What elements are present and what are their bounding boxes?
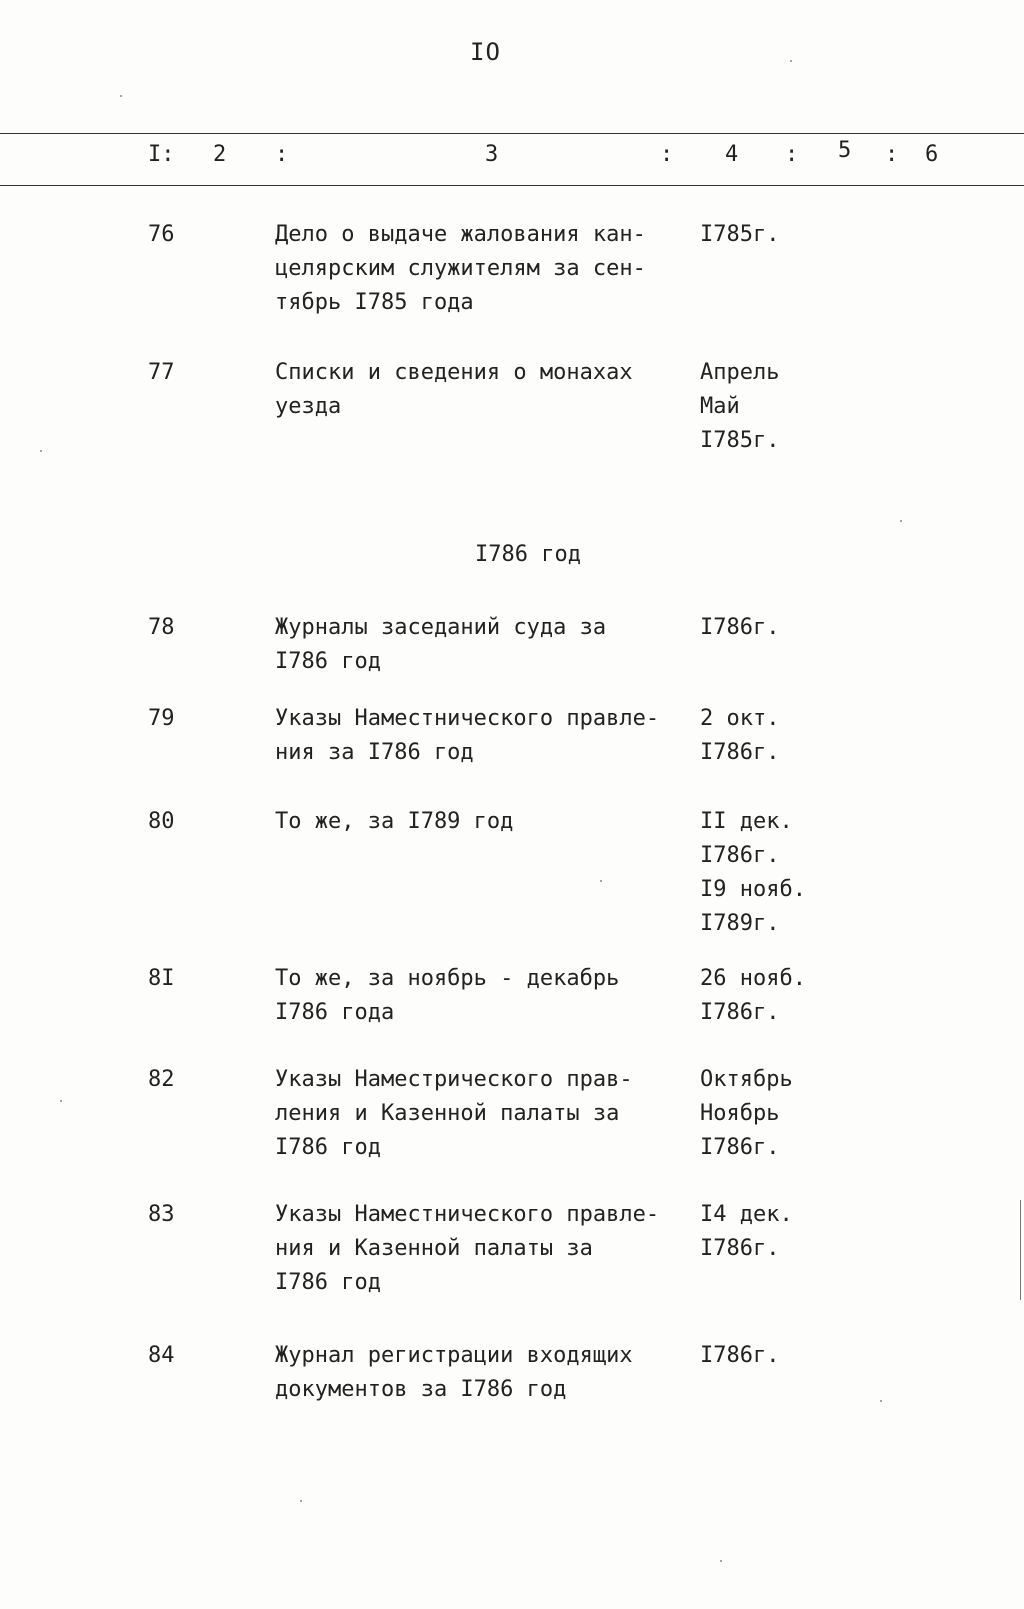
- description-line: Журнал регистрации входящих: [275, 1343, 633, 1368]
- date-line: 2 окт.: [700, 706, 780, 731]
- entry-number: 82: [148, 1067, 175, 1092]
- margin-mark: [1020, 1200, 1021, 1300]
- entry-date: [700, 1198, 793, 1266]
- date-line: 26 нояб.: [700, 966, 806, 991]
- description-line: I786 год: [275, 649, 381, 674]
- description-line: Указы Наместнического правле-: [275, 706, 660, 731]
- header-col-2: 2: [213, 142, 227, 167]
- entry-description: [275, 218, 685, 320]
- description-line: ления и Казенной палаты за: [275, 1101, 620, 1126]
- scan-speck: [790, 60, 792, 62]
- scan-speck: [720, 1560, 722, 1562]
- date-line: Апрель: [700, 360, 780, 385]
- date-line: I786г.: [700, 740, 780, 765]
- date-line: I785г.: [700, 222, 780, 247]
- date-line: Май: [700, 394, 740, 419]
- date-line: I786г.: [700, 615, 780, 640]
- header-separator-3: :: [785, 142, 799, 167]
- description-line: Списки и сведения о монахах: [275, 360, 633, 385]
- description-line: I786 год: [275, 1135, 381, 1160]
- entry-description: [275, 1198, 685, 1300]
- description-line: Дело о выдаче жалования кан-: [275, 222, 646, 247]
- date-line: Октябрь: [700, 1067, 793, 1092]
- date-line: Ноябрь: [700, 1101, 780, 1126]
- entry-description: [275, 805, 685, 839]
- date-line: I4 дек.: [700, 1202, 793, 1227]
- description-line: тябрь I785 года: [275, 290, 474, 315]
- description-line: То же, за I789 год: [275, 809, 514, 834]
- entry-number: 79: [148, 706, 175, 731]
- description-line: Указы Наместрического прав-: [275, 1067, 633, 1092]
- date-line: I786г.: [700, 1236, 780, 1261]
- entry-description: [275, 356, 685, 424]
- entry-date: [700, 1063, 793, 1165]
- entry-number: 78: [148, 615, 175, 640]
- description-line: То же, за ноябрь - декабрь: [275, 966, 620, 991]
- entry-number: 83: [148, 1202, 175, 1227]
- scan-speck: [120, 95, 122, 97]
- header-col-6: 6: [925, 142, 939, 167]
- date-line: II дек.: [700, 809, 793, 834]
- header-col-4: 4: [725, 142, 739, 167]
- entry-date: [700, 611, 779, 645]
- date-line: I789г.: [700, 911, 780, 936]
- description-line: I786 года: [275, 1000, 395, 1025]
- entry-number: 77: [148, 360, 175, 385]
- entry-date: [700, 702, 779, 770]
- entry-number: 80: [148, 809, 175, 834]
- description-line: уезда: [275, 394, 342, 419]
- entry-date: [700, 805, 806, 941]
- scan-speck: [40, 450, 42, 452]
- scan-speck: [60, 1100, 62, 1102]
- header-col-5: 5: [838, 138, 852, 163]
- entry-description: [275, 962, 685, 1030]
- entry-date: [700, 1339, 779, 1373]
- header-col-1: I:: [148, 142, 175, 167]
- date-line: I786г.: [700, 843, 780, 868]
- description-line: I786 год: [275, 1270, 381, 1295]
- header-separator-4: :: [885, 142, 899, 167]
- entry-date: [700, 356, 779, 458]
- entry-description: [275, 1063, 685, 1165]
- description-line: Указы Наместнического правле-: [275, 1202, 660, 1227]
- date-line: I786г.: [700, 1343, 780, 1368]
- entry-description: [275, 702, 685, 770]
- description-line: целярским служителям за сен-: [275, 256, 646, 281]
- scan-speck: [300, 1500, 302, 1502]
- entry-description: [275, 611, 685, 679]
- date-line: I9 нояб.: [700, 877, 806, 902]
- scan-speck: [900, 520, 902, 522]
- entry-number: 84: [148, 1343, 175, 1368]
- header-top-rule: [0, 133, 1024, 134]
- header-separator-2: :: [660, 142, 674, 167]
- description-line: ния за I786 год: [275, 740, 474, 765]
- description-line: документов за I786 год: [275, 1377, 567, 1402]
- header-col-3: 3: [485, 142, 499, 167]
- date-line: I786г.: [700, 1135, 780, 1160]
- entry-number: 76: [148, 222, 175, 247]
- section-title: I786 год: [475, 542, 581, 567]
- date-line: I785г.: [700, 428, 780, 453]
- entry-number: 8I: [148, 966, 175, 991]
- entry-description: [275, 1339, 685, 1407]
- header-separator-1: :: [275, 142, 289, 167]
- date-line: I786г.: [700, 1000, 780, 1025]
- entry-date: [700, 962, 806, 1030]
- description-line: ния и Казенной палаты за: [275, 1236, 593, 1261]
- page-number: IO: [470, 38, 501, 66]
- scan-speck: [600, 880, 602, 882]
- header-bottom-rule: [0, 185, 1024, 186]
- description-line: Журналы заседаний суда за: [275, 615, 607, 640]
- entry-date: [700, 218, 779, 252]
- scan-speck: [880, 1400, 882, 1402]
